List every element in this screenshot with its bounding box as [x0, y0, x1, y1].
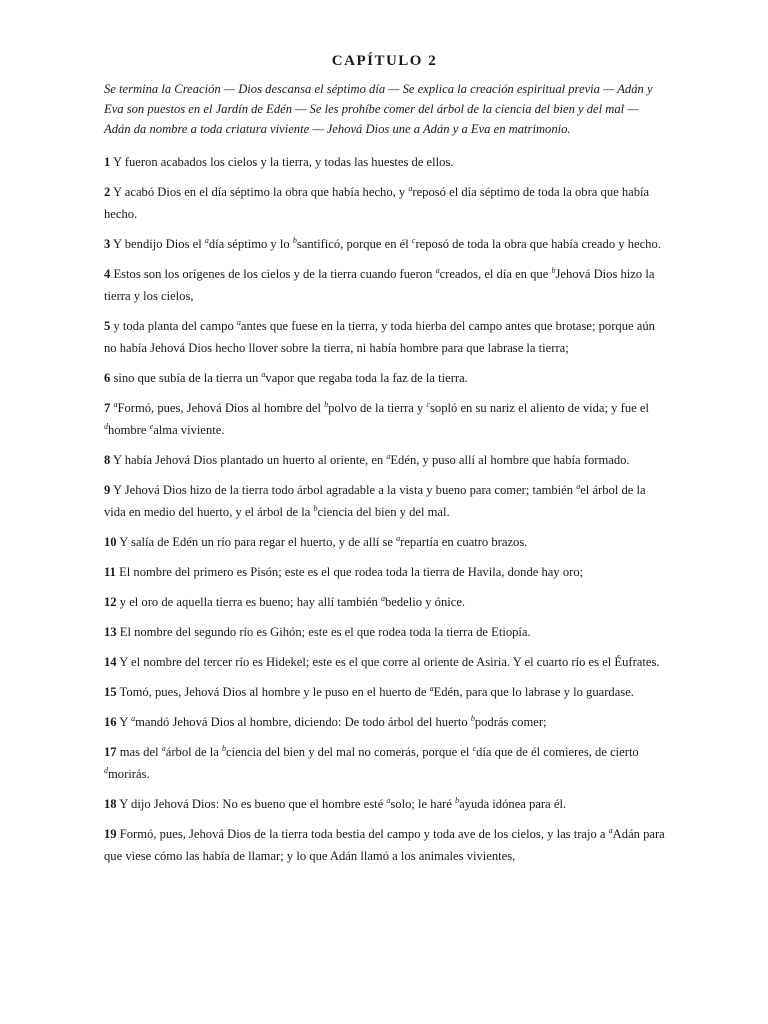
verse-text: repartía en cuatro brazos.	[400, 535, 528, 549]
footnote-marker[interactable]: a	[435, 266, 440, 275]
verse-number[interactable]: 13	[104, 625, 117, 639]
verse-text: mandó Jehová Dios al hombre, diciendo: De todo árbol del huerto	[135, 715, 471, 729]
verse-text: ciencia del bien y del mal no comerás, porque el	[226, 745, 473, 759]
verse-text: Y	[119, 715, 132, 729]
footnote-marker[interactable]: a	[576, 482, 581, 491]
verse-text: creados, el día en que	[439, 267, 552, 281]
verse-text: ayuda idónea para él.	[459, 797, 567, 811]
verse-text: alma viviente.	[153, 423, 225, 437]
verse-text: Y el nombre del tercer río es Hidekel; este es el que corre al oriente de Asiria. Y el cuarto río es el Éufrates.	[119, 655, 660, 669]
chapter-summary: Se termina la Creación — Dios descansa el séptimo día — Se explica la creación espiritual previa — Adán y Eva son puestos en el Jardín de Edén — Se les prohíbe comer del árbol de la ciencia del bien y del mal — Adán da nombre a toda criatura viviente — Jehová Dios une a Adán y a Eva en matrimonio.	[104, 82, 653, 136]
footnote-marker[interactable]: a	[261, 370, 266, 379]
verse-19	[104, 823, 665, 867]
verse-number[interactable]: 11	[104, 565, 116, 579]
footnote-marker[interactable]: b	[470, 714, 475, 723]
verse-text: Estos son los orígenes de los cielos y de la tierra cuando fueron	[113, 267, 436, 281]
verse-11	[104, 561, 665, 583]
footnote-marker[interactable]: a	[429, 684, 434, 693]
verse-number[interactable]: 3	[104, 237, 111, 251]
footnote-marker[interactable]: a	[386, 796, 391, 805]
verse-text: Tomó, pues, Jehová Dios al hombre y le puso en el huerto de	[119, 685, 430, 699]
verse-text: Y fueron acabados los cielos y la tierra, y todas las huestes de ellos.	[112, 155, 454, 169]
verse-number[interactable]: 16	[104, 715, 117, 729]
verse-text: antes que fuese en la tierra, y toda hierba del campo antes que brotase; porque aún no había Jehová Dios hecho llover sobre la tierra, ni había hombre para que labrase la tierra;	[104, 319, 655, 355]
verse-8	[104, 449, 665, 471]
verse-text: Edén, para que lo labrase y lo guardase.	[433, 685, 634, 699]
verse-number[interactable]: 19	[104, 827, 117, 841]
verse-text: y el oro de aquella tierra es bueno; hay allí también	[119, 595, 381, 609]
footnote-marker[interactable]: c	[426, 400, 431, 409]
verse-number[interactable]: 5	[104, 319, 111, 333]
footnote-marker[interactable]: c	[472, 744, 477, 753]
verse-text: Y Jehová Dios hizo de la tierra todo árbol agradable a la vista y bueno para comer; también	[112, 483, 577, 497]
verse-4	[104, 263, 665, 307]
verse-5	[104, 315, 665, 359]
verse-number[interactable]: 6	[104, 371, 111, 385]
verse-text: El nombre del segundo río es Gihón; este es el que rodea toda la tierra de Etiopía.	[119, 625, 531, 639]
verse-16	[104, 711, 665, 733]
verse-13	[104, 621, 665, 643]
footnote-marker[interactable]: b	[455, 796, 460, 805]
footnote-marker[interactable]: a	[396, 534, 401, 543]
verse-number[interactable]: 7	[104, 401, 111, 415]
footnote-marker[interactable]: b	[222, 744, 227, 753]
footnote-marker[interactable]: b	[292, 236, 297, 245]
verse-text: y toda planta del campo	[113, 319, 237, 333]
verse-number[interactable]: 10	[104, 535, 117, 549]
verse-17	[104, 741, 665, 785]
footnote-marker[interactable]: a	[161, 744, 166, 753]
verse-2	[104, 181, 665, 225]
verse-text: mas del	[119, 745, 162, 759]
verse-text: Edén, y puso allí al hombre que había formado.	[390, 453, 630, 467]
footnote-marker[interactable]: a	[204, 236, 209, 245]
footnote-marker[interactable]: a	[380, 594, 385, 603]
verse-text: el árbol de la vida en medio del huerto, y el árbol de la	[104, 483, 646, 519]
verse-number[interactable]: 2	[104, 185, 111, 199]
verse-number[interactable]: 12	[104, 595, 117, 609]
verse-7	[104, 397, 665, 441]
footnote-marker[interactable]: a	[113, 400, 118, 409]
verse-number[interactable]: 4	[104, 267, 111, 281]
verse-number[interactable]: 9	[104, 483, 111, 497]
verse-18	[104, 793, 665, 815]
footnote-marker[interactable]: e	[149, 422, 154, 431]
verse-text: reposó de toda la obra que había creado y hecho.	[415, 237, 661, 251]
verse-text: Formó, pues, Jehová Dios de la tierra toda bestia del campo y toda ave de los cielos, y las trajo a	[119, 827, 609, 841]
verse-text: polvo de la tierra y	[328, 401, 427, 415]
footnote-marker[interactable]: b	[324, 400, 329, 409]
verse-number[interactable]: 8	[104, 453, 111, 467]
verse-text: podrás comer;	[474, 715, 547, 729]
verse-text: Y salía de Edén un río para regar el huerto, y de allí se	[119, 535, 397, 549]
verse-text: morirás.	[108, 767, 150, 781]
verse-text: Y dijo Jehová Dios: No es bueno que el hombre esté	[119, 797, 387, 811]
footnote-marker[interactable]: a	[608, 826, 613, 835]
verse-text: Adán para que viese cómo las había de llamar; y lo que Adán llamó a los animales vivientes,	[104, 827, 665, 863]
verse-text: día séptimo y lo	[208, 237, 293, 251]
footnote-marker[interactable]: a	[408, 184, 413, 193]
verse-text: sopló en su nariz el aliento de vida; y fue el	[430, 401, 649, 415]
footnote-marker[interactable]: b	[313, 504, 318, 513]
verse-text: vapor que regaba toda la faz de la tierra.	[265, 371, 468, 385]
verse-text: hombre	[108, 423, 150, 437]
footnote-marker[interactable]: d	[104, 422, 108, 431]
verse-text: sino que subía de la tierra un	[113, 371, 262, 385]
verse-text: árbol de la	[165, 745, 223, 759]
footnote-marker[interactable]: d	[104, 766, 108, 775]
verse-text: reposó el día séptimo de toda la obra que había hecho.	[104, 185, 650, 221]
verse-text: santificó, porque en él	[296, 237, 412, 251]
verse-text: día que de él comieres, de cierto	[476, 745, 639, 759]
verse-text: Y bendijo Dios el	[112, 237, 205, 251]
footnote-marker[interactable]: c	[411, 236, 416, 245]
verse-12	[104, 591, 665, 613]
verse-6	[104, 367, 665, 389]
verse-1	[104, 151, 665, 173]
verse-text: Formó, pues, Jehová Dios al hombre del	[117, 401, 325, 415]
footnote-marker[interactable]: a	[386, 452, 391, 461]
verse-text: Y había Jehová Dios plantado un huerto al oriente, en	[112, 453, 387, 467]
verse-number[interactable]: 15	[104, 685, 117, 699]
chapter-title: CAPÍTULO 2	[331, 53, 438, 69]
verse-number[interactable]: 1	[104, 155, 111, 169]
footnote-marker[interactable]: a	[131, 714, 136, 723]
verse-number[interactable]: 14	[104, 655, 117, 669]
verse-text: El nombre del primero es Pisón; este es el que rodea toda la tierra de Havila, donde hay oro;	[119, 565, 584, 579]
verse-number[interactable]: 18	[104, 797, 117, 811]
verse-3	[104, 233, 665, 255]
verse-text: Y acabó Dios en el día séptimo la obra que había hecho, y	[112, 185, 409, 199]
verse-9	[104, 479, 665, 523]
verse-10	[104, 531, 665, 553]
verse-text: bedelio y ónice.	[384, 595, 466, 609]
footnote-marker[interactable]: a	[236, 318, 241, 327]
verse-14	[104, 651, 665, 673]
footnote-marker[interactable]: b	[551, 266, 556, 275]
verse-list	[104, 151, 665, 867]
verse-text: ciencia del bien y del mal.	[317, 505, 450, 519]
verse-text: solo; le haré	[390, 797, 456, 811]
verse-15	[104, 681, 665, 703]
verse-number[interactable]: 17	[104, 745, 117, 759]
verse-text: Jehová Dios hizo la tierra y los cielos,	[104, 267, 655, 303]
